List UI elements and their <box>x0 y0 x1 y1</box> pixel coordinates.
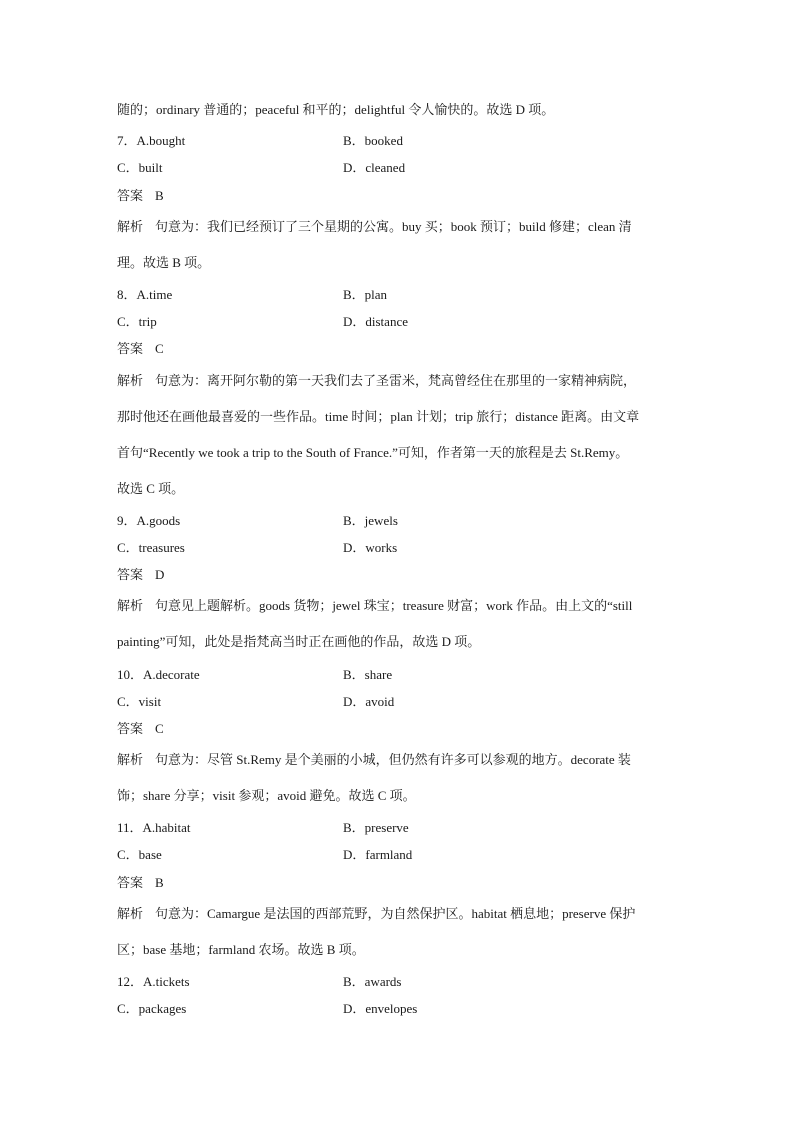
answer-value: B <box>155 188 164 203</box>
q8-option-a: 8．A.time <box>117 287 173 302</box>
q10-option-d: D．avoid <box>343 694 395 709</box>
q11-analysis-line-1 <box>117 906 677 922</box>
q8-analysis-line-3: 首句“Recently we took a trip to the South of France.”可知，作者第一天的旅程是去 St.Remy。 <box>117 445 629 460</box>
q11-option-a: 11．A.habitat <box>117 820 191 835</box>
q9-analysis-line-2: painting”可知，此处是指梵高当时正在画他的作品，故选 D 项。 <box>117 634 481 649</box>
q8-analysis-line-2: 那时他还在画他最喜爱的一些作品。time 时间；plan 计划；trip 旅行；distance 距离。由文章 <box>117 409 640 424</box>
q9-analysis-line-1 <box>117 598 677 614</box>
q10-analysis-line-1 <box>117 752 677 768</box>
q10-analysis-line-2: 饰；share 分享；visit 参观；avoid 避免。故选 C 项。 <box>117 788 416 803</box>
q7-option-c: C．built <box>117 160 163 175</box>
q12-option-b: B．awards <box>343 974 402 989</box>
q7-option-b: B．booked <box>343 133 403 148</box>
q11-answer <box>117 875 677 891</box>
q8-analysis-line-1 <box>117 373 677 389</box>
analysis-label: 解析 <box>117 598 144 613</box>
q10-option-b: B．share <box>343 667 393 682</box>
q8-option-c: C．trip <box>117 314 157 329</box>
q9-answer <box>117 567 677 583</box>
analysis-label: 解析 <box>117 219 144 234</box>
intro-line: 随的；ordinary 普通的；peaceful 和平的；delightful 令人愉快的。故选 D 项。 <box>117 102 555 117</box>
q8-answer <box>117 341 677 357</box>
answer-value: C <box>155 721 164 736</box>
q7-analysis-line-1 <box>117 219 677 235</box>
q8-option-b: B．plan <box>343 287 388 302</box>
q11-option-b: B．preserve <box>343 820 409 835</box>
q11-option-d: D．farmland <box>343 847 413 862</box>
q7-answer <box>117 188 677 204</box>
analysis-label: 解析 <box>117 373 144 388</box>
answer-label: 答案 <box>117 567 144 582</box>
analysis-text: 句意为：Camargue 是法国的西部荒野，为自然保护区。habitat 栖息地；preserve 保护 <box>155 906 636 921</box>
analysis-text: 句意为：尽管 St.Remy 是个美丽的小城，但仍然有许多可以参观的地方。decorate 装 <box>155 752 631 767</box>
analysis-label: 解析 <box>117 752 144 767</box>
analysis-label: 解析 <box>117 906 144 921</box>
answer-label: 答案 <box>117 875 144 890</box>
analysis-text: 句意为：离开阿尔勒的第一天我们去了圣雷米，梵高曾经住在那里的一家精神病院， <box>155 373 637 388</box>
q11-analysis-line-2: 区；base 基地；farmland 农场。故选 B 项。 <box>117 942 365 957</box>
q11-option-c: C．base <box>117 847 162 862</box>
analysis-text: 句意为：我们已经预订了三个星期的公寓。buy 买；book 预订；build 修建；clean 清 <box>155 219 632 234</box>
q10-option-a: 10．A.decorate <box>117 667 200 682</box>
q12-option-d: D．envelopes <box>343 1001 418 1016</box>
q10-option-c: C．visit <box>117 694 162 709</box>
q7-option-d: D．cleaned <box>343 160 406 175</box>
q8-option-d: D．distance <box>343 314 408 329</box>
analysis-text: 句意见上题解析。goods 货物；jewel 珠宝；treasure 财富；work 作品。由上文的“still <box>155 598 633 613</box>
answer-label: 答案 <box>117 188 144 203</box>
q10-answer <box>117 721 677 737</box>
q12-option-c: C．packages <box>117 1001 187 1016</box>
q9-option-d: D．works <box>343 540 398 555</box>
q9-option-a: 9．A.goods <box>117 513 181 528</box>
answer-value: D <box>155 567 165 582</box>
q8-analysis-line-4: 故选 C 项。 <box>117 481 185 496</box>
answer-value: C <box>155 341 164 356</box>
q7-option-a: 7．A.bought <box>117 133 186 148</box>
answer-label: 答案 <box>117 341 144 356</box>
answer-value: B <box>155 875 164 890</box>
q9-option-c: C．treasures <box>117 540 185 555</box>
q7-analysis-line-2: 理。故选 B 项。 <box>117 255 211 270</box>
answer-label: 答案 <box>117 721 144 736</box>
q12-option-a: 12．A.tickets <box>117 974 190 989</box>
q9-option-b: B．jewels <box>343 513 398 528</box>
